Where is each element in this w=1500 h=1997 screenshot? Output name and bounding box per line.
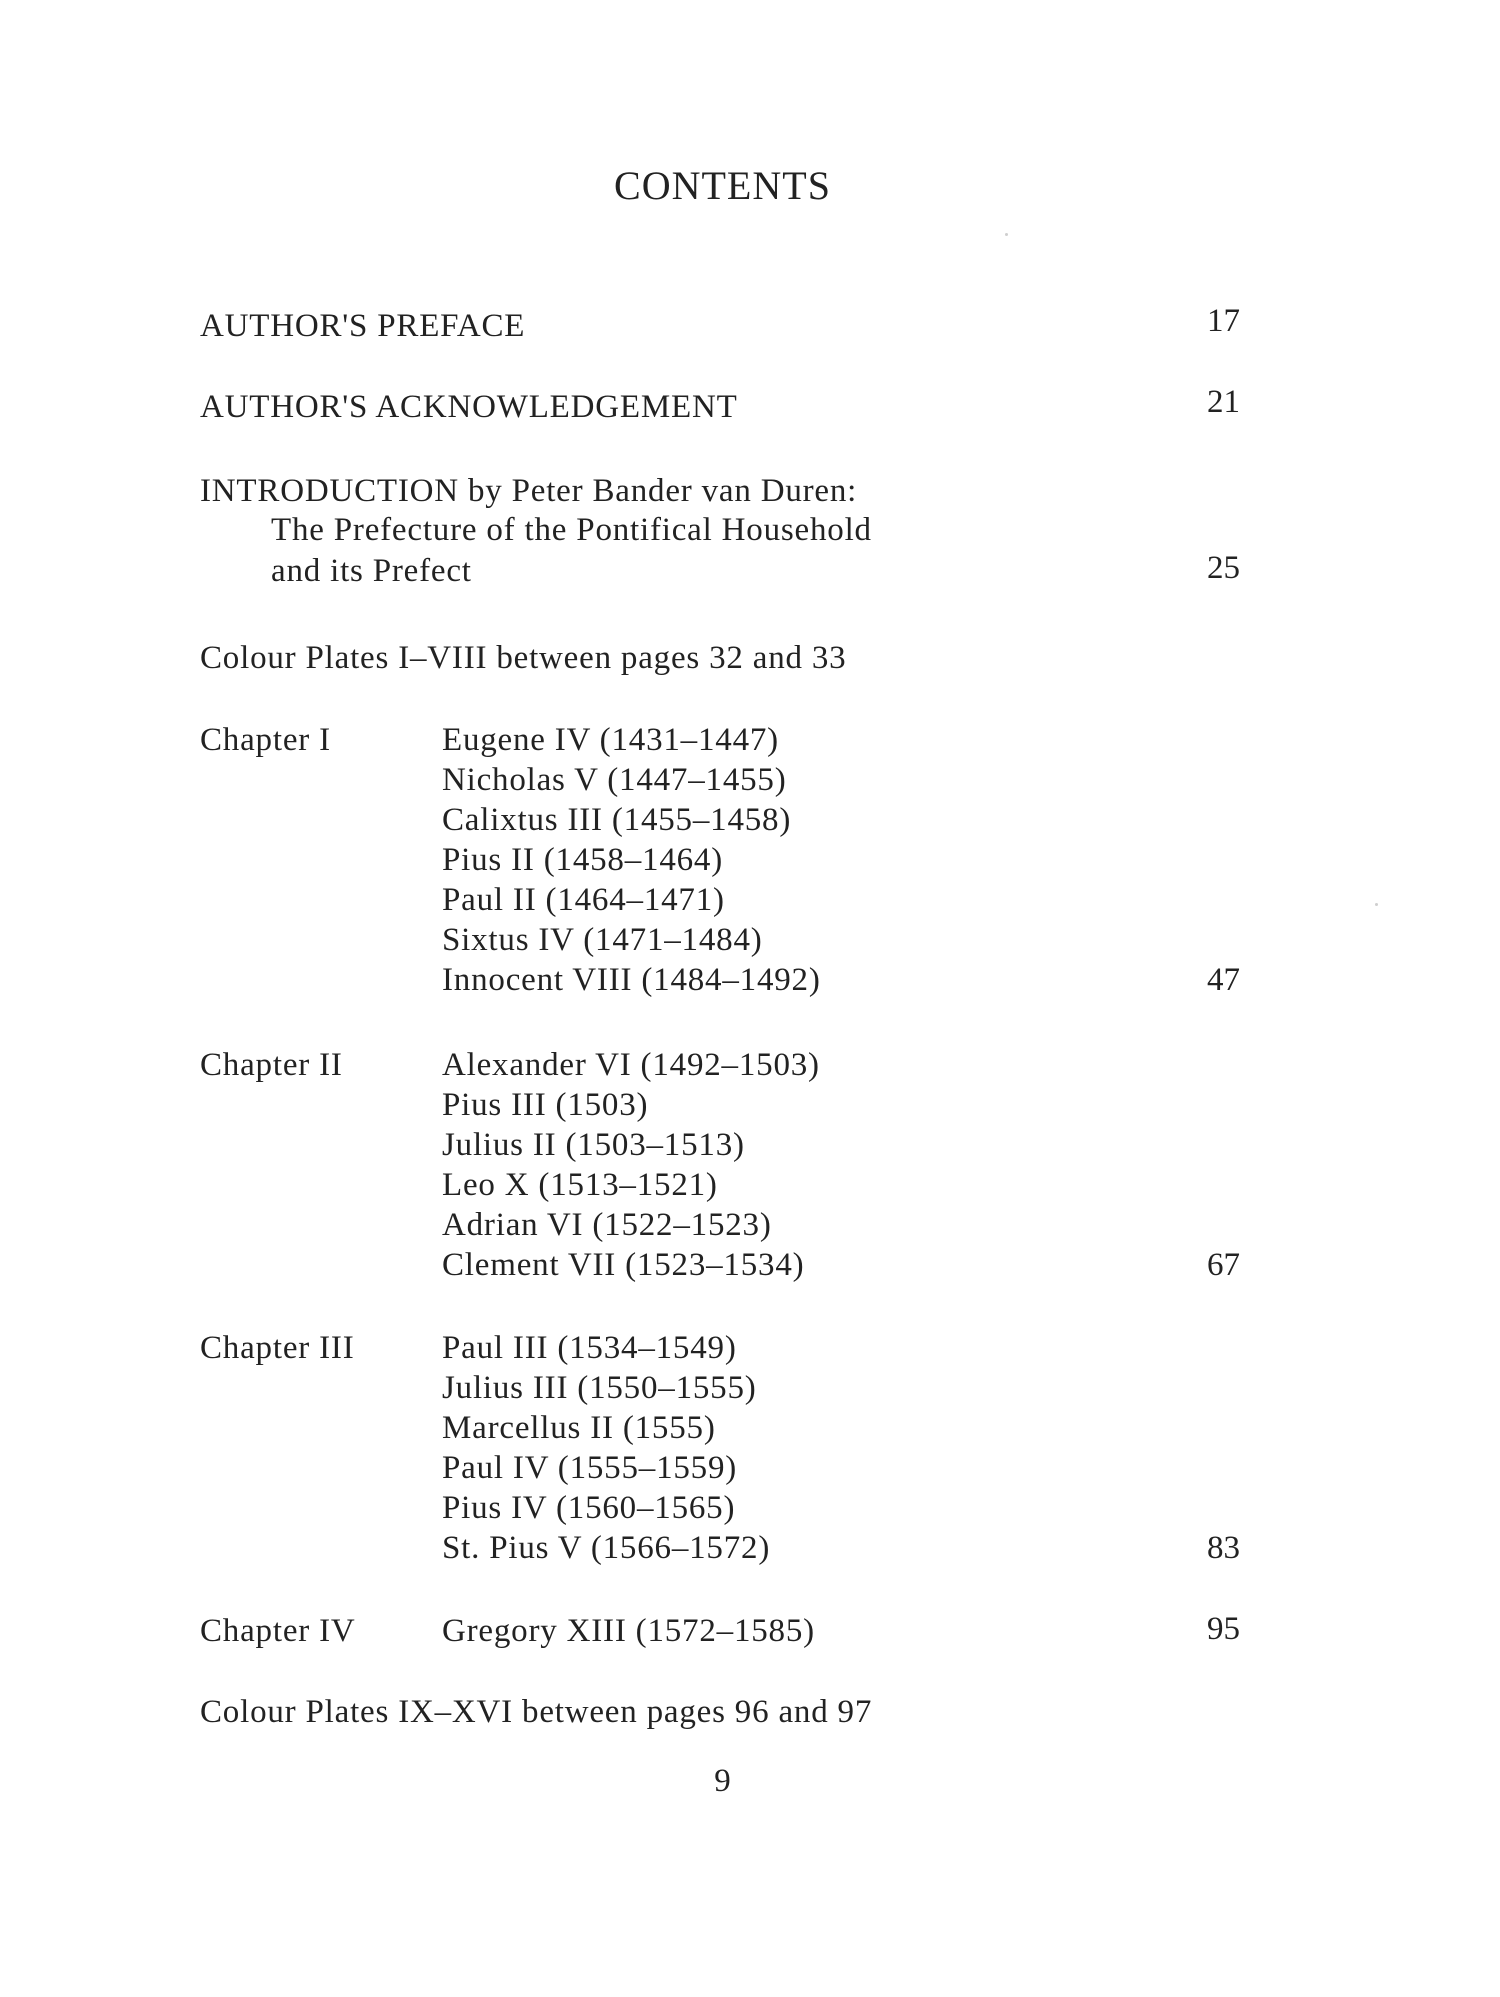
toc-page-preface: 17 (1207, 303, 1240, 339)
chapter-label: Chapter III (200, 1330, 355, 1366)
chapter-label: Chapter IV (200, 1613, 356, 1649)
scan-speck (1375, 903, 1378, 906)
chapter-entry: Paul III (1534–1549) (442, 1330, 737, 1366)
chapter-entry: Pius III (1503) (442, 1087, 649, 1123)
chapter-entry: St. Pius V (1566–1572) (442, 1530, 771, 1566)
toc-entry-introduction: INTRODUCTION by Peter Bander van Duren: (200, 473, 858, 509)
chapter-entry: Eugene IV (1431–1447) (442, 722, 779, 758)
toc-page-chapter-2: 67 (1207, 1247, 1240, 1283)
chapter-entry: Adrian VI (1522–1523) (442, 1207, 772, 1243)
chapter-entry: Innocent VIII (1484–1492) (442, 962, 821, 998)
page-number: 9 (714, 1763, 731, 1799)
chapter-entry: Sixtus IV (1471–1484) (442, 922, 763, 958)
chapter-entry: Paul II (1464–1471) (442, 882, 725, 918)
chapter-entry: Paul IV (1555–1559) (442, 1450, 738, 1486)
chapter-entry: Marcellus II (1555) (442, 1410, 716, 1446)
toc-page-introduction: 25 (1207, 550, 1240, 586)
toc-page-chapter-1: 47 (1207, 962, 1240, 998)
toc-entry-acknowledgement: AUTHOR'S ACKNOWLEDGEMENT (200, 389, 738, 425)
chapter-label: Chapter I (200, 722, 331, 758)
toc-entry-colour-plates: Colour Plates I–VIII between pages 32 and 33 (200, 640, 847, 676)
toc-entry-colour-plates: Colour Plates IX–XVI between pages 96 and 97 (200, 1694, 873, 1730)
toc-entry-introduction-sub: and its Prefect (271, 553, 472, 589)
chapter-entry: Alexander VI (1492–1503) (442, 1047, 820, 1083)
toc-entry-introduction-sub: The Prefecture of the Pontifical Household (271, 512, 872, 548)
chapter-entry: Julius II (1503–1513) (442, 1127, 745, 1163)
toc-page-acknowledgement: 21 (1207, 384, 1240, 420)
page-title: CONTENTS (614, 163, 831, 208)
toc-page-chapter-3: 83 (1207, 1530, 1240, 1566)
chapter-entry: Calixtus III (1455–1458) (442, 802, 792, 838)
toc-page-chapter-4: 95 (1207, 1611, 1240, 1647)
toc-entry-preface: AUTHOR'S PREFACE (200, 308, 526, 344)
chapter-entry: Nicholas V (1447–1455) (442, 762, 787, 798)
chapter-entry: Leo X (1513–1521) (442, 1167, 718, 1203)
scan-speck (1005, 233, 1008, 236)
chapter-entry: Julius III (1550–1555) (442, 1370, 757, 1406)
chapter-entry: Clement VII (1523–1534) (442, 1247, 805, 1283)
chapter-entry: Pius IV (1560–1565) (442, 1490, 736, 1526)
chapter-entry: Pius II (1458–1464) (442, 842, 724, 878)
chapter-label: Chapter II (200, 1047, 343, 1083)
chapter-entry: Gregory XIII (1572–1585) (442, 1613, 815, 1649)
